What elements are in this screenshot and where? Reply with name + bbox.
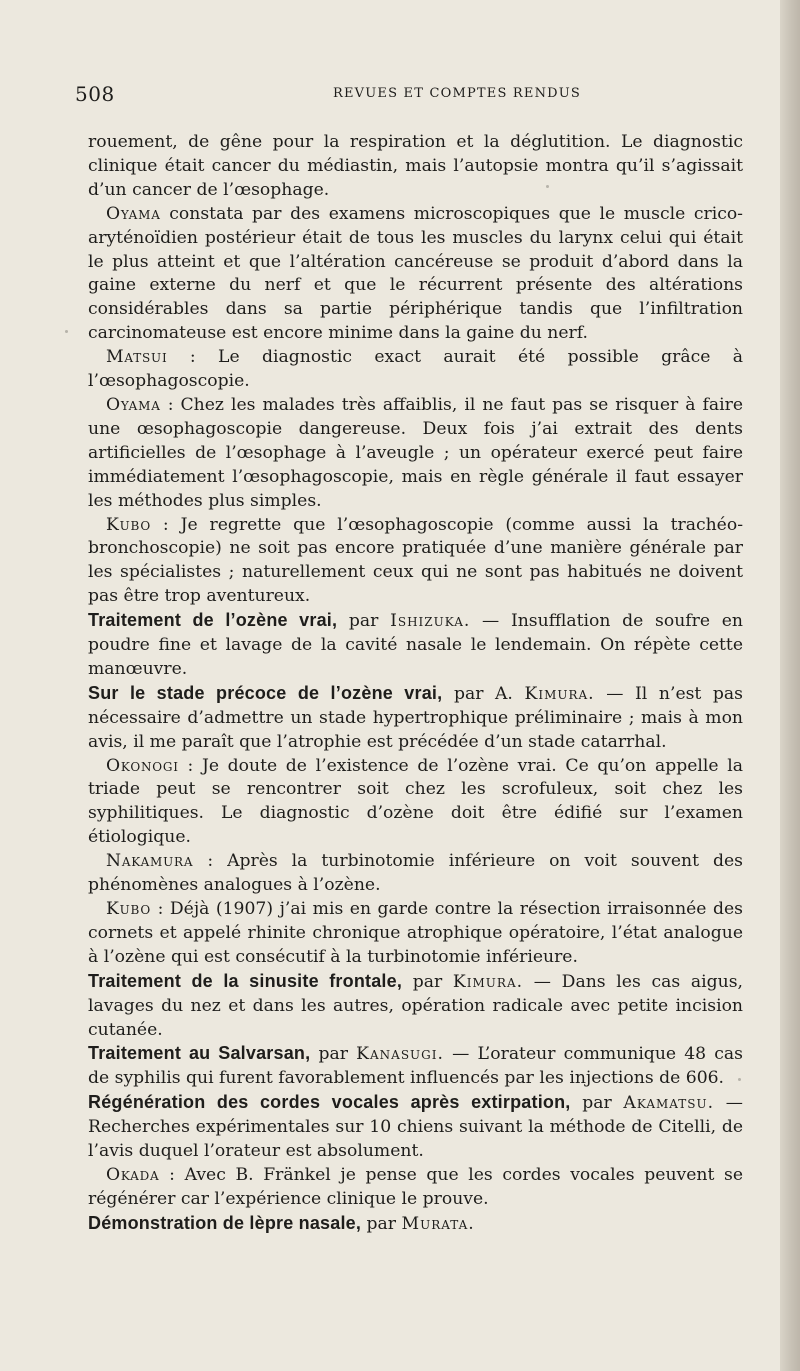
running-title: REVUES ET COMPTES RENDUS [333,86,582,101]
paragraph: Démonstration de lèpre nasale, par Murata. [88,1212,475,1234]
paragraph-body: — L’orateur communique 48 cas de syphilis qui furent favorablement influencés par les injections de 606. [88,1044,743,1089]
speaker-name: Kubo [106,514,152,535]
paragraph [88,755,743,851]
paragraph-body: : Après la turbinotomie inférieure on voit souvent des phénomènes analogues à l’ozène. [88,851,743,896]
author-name: Kimura. [524,683,595,704]
author-name: Murata. [401,1213,475,1234]
paragraph-body: — Dans les cas aigus, lavages du nez et dans les autres, opération radicale avec petite incision cutanée. [88,971,743,1040]
paragraph [88,514,743,610]
page-header [75,82,725,108]
speaker-name: Oyama [106,394,161,415]
author-name: Akamatsu. [623,1093,715,1114]
article-text [88,131,743,1237]
paragraph [88,346,743,394]
author-name: Kimura. [452,971,524,992]
speaker-name: Okonogi [106,755,179,776]
paragraph-body: : Je doute de l’existence de l’ozène vrai. Ce qu’on appelle la triade peut se rencontrer soit chez les scrofuleux, soit chez les syphilitiques. Le diagnostic d’ozène doit être édifié sur l’examen étiologique. [88,755,743,848]
paragraph-body: : Déjà (1907) j’ai mis en garde contre la résection irraisonnée des cornets et appelé rhinite chronique atrophique opératoire, l’état analogue à l’ozène qui est consécutif à la turbinotomie inférieure. [88,899,743,967]
paragraph-body: : Avec B. Fränkel je pense que les cordes vocales peuvent se régénérer car l’expérience clinique le prouve. [88,1164,743,1209]
paragraph: Traitement au Salvarsan, par Kanasugi. — L’orateur communique 48 cas de syphilis qui furent favorablement influencés par les injections de 606. [88,1043,743,1089]
paragraph: Régénération des cordes vocales après extirpation, par Akamatsu. — Recherches expérimentales sur 10 chiens suivant la méthode de Citelli, de l’avis duquel l’orateur est absolument. [88,1092,743,1162]
section-title: Démonstration de lèpre nasale, [88,1212,362,1233]
speaker-name: Nakamura [106,851,194,872]
paragraph-body: — Il n’est pas nécessaire d’admettre un stade hypertrophique préliminaire ; mais à mon avis, il me paraît que l’atrophie est précédée d’un stade catarrhal. [88,683,744,752]
paragraph [88,131,743,203]
paragraph [88,898,743,970]
author-name: Kanasugi. [356,1044,444,1065]
paragraph [88,394,743,514]
paragraph-body: : Je regrette que l’œsophagoscopie (comme aussi la trachéo-bronchoscopie) ne soit pas encore pratiquée d’une manière générale par les spécialistes ; naturellement ceux qui ne sont pas habitués ne doivent pas être trop aventureux. [88,514,743,607]
speaker-name: Okada [106,1164,160,1185]
paragraph: Sur le stade précoce de l’ozène vrai, par A. Kimura. — Il n’est pas nécessaire d’admettre un stade hypertrophique préliminaire ; mais à mon avis, il me paraît que l’atrophie est précédée d’un stade catarrhal. [88,682,744,752]
section-title: Traitement au Salvarsan, [88,1043,311,1064]
paragraph [88,1164,743,1212]
paragraph-body: constata par des examens microscopiques que le muscle crico-aryténoïdien postérieur était de tous les muscles du larynx celui qui était le plus atteint et que l’altération cancéreuse se produit d’abord dans la gaine externe du nerf et que le récurrent présente des altérations considérables dans sa partie périphérique tandis que l’infiltration carcinomateuse est encore minime dans la gaine du nerf. [88,203,743,344]
paper-speck [738,1078,741,1081]
author-name: Ishizuka. [390,611,471,632]
section-title: Régénération des cordes vocales après extirpation, [88,1092,571,1113]
paragraph-body: — Insufflation de soufre en poudre fine et lavage de la cavité nasale le lendemain. On répète cette manœuvre. [88,611,743,679]
section-title: Traitement de la sinusite frontale, [88,970,403,991]
paragraph-body: — Recherches expérimentales sur 10 chiens suivant la méthode de Citelli, de l’avis duquel l’orateur est absolument. [88,1093,743,1162]
paragraph: Traitement de l’ozène vrai, par Ishizuka. — Insufflation de soufre en poudre fine et lavage de la cavité nasale le lendemain. On répète cette manœuvre. [88,610,743,679]
page-number: 508 [75,82,115,106]
paragraph [88,203,743,346]
paragraph: Traitement de la sinusite frontale, par Kimura. — Dans les cas aigus, lavages du nez et dans les autres, opération radicale avec petite incision cutanée. [88,970,743,1040]
speaker-name: Oyama [106,203,161,224]
paragraph [88,850,743,898]
speaker-name: Kubo [106,899,152,919]
section-title: Sur le stade précoce de l’ozène vrai, [88,682,443,703]
paragraph-body: : Le diagnostic exact aurait été possible grâce à l’œsophagoscopie. [88,347,743,392]
speaker-name: Matsui [106,347,168,368]
paper-speck [546,185,549,188]
page-edge-shadow [780,0,800,1371]
paper-speck [65,330,68,333]
paragraph-body: rouement, de gêne pour la respiration et la déglutition. Le diagnostic clinique était cancer du médiastin, mais l’autopsie montra qu’il s’agissait d’un cancer de l’œsophage. [88,132,743,200]
paragraph-body: : Chez les malades très affaiblis, il ne faut pas se risquer à faire une œsophagoscopie dangereuse. Deux fois j’ai extrait des dents artificielles de l’œsophage à l’aveugle ; un opérateur exercé peut faire immédiatement l’œsophagoscopie, mais en règle générale il faut essayer les méthodes plus simples. [88,394,743,511]
section-title: Traitement de l’ozène vrai, [88,610,338,631]
